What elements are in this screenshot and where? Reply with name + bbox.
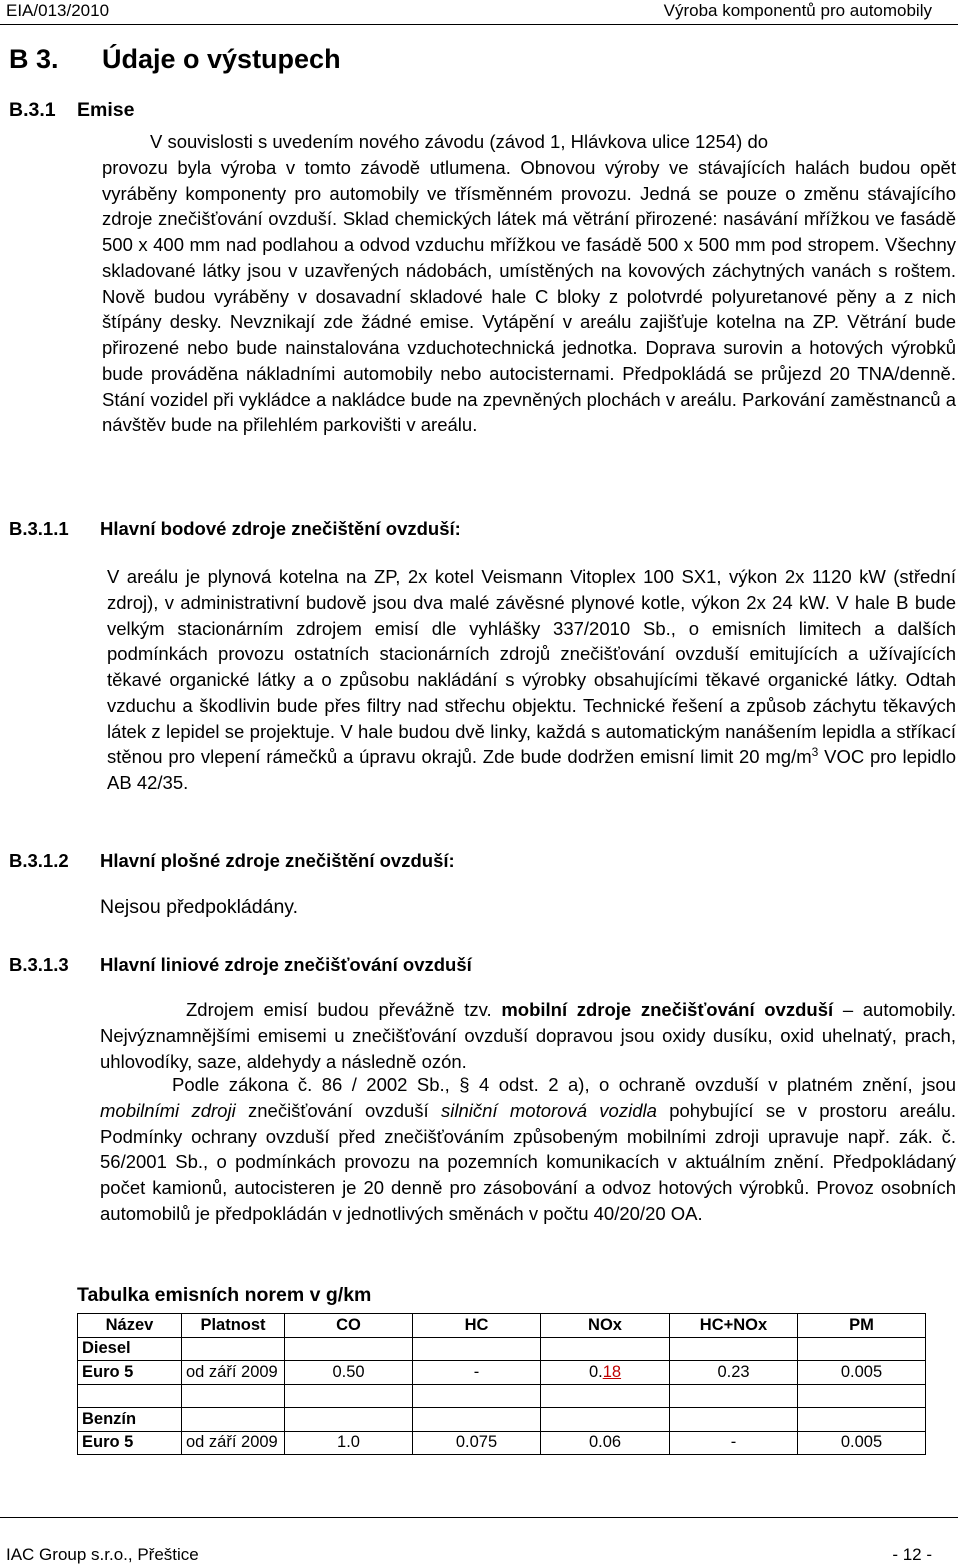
- table-cell: od září 2009: [182, 1431, 285, 1455]
- line-sources-p1-end: – automobily. Nejvýznamnějšími emisemi u znečišťování ovzduší dopravou jsou oxidy dusíku, oxid uhelnatý, prach, uhlovodíky, saze, aldehydy a následně ozón.: [100, 999, 956, 1072]
- table-group-row-benzin: [78, 1408, 926, 1432]
- header-cell: Název: [78, 1314, 182, 1338]
- nox-value-highlight: 18: [602, 1362, 622, 1381]
- header-divider: [0, 24, 958, 25]
- row-label: Euro 5: [78, 1361, 182, 1385]
- header-cell: CO: [285, 1314, 413, 1338]
- table-cell: 0.23: [670, 1361, 798, 1385]
- table-group-row-diesel: [78, 1337, 926, 1361]
- header-cell: Platnost: [182, 1314, 285, 1338]
- intro-body: provozu byla výroba v tomto závodě utlumena. Obnovou výroby ve stávajících halách budou opět vyráběny komponenty pro automobily ve třísměnném provozu. Jedná se pouze o změnu stávajícího zdroje znečišťování ovzduší. Sklad chemických látek má větrání přirozené: nasávání mřížkou ve fasádě 500 x 400 mm nad podlahou a odvod vzduchu mřížkou ve fasádě 500 x 500 mm pod stropem. Všechny skladované látky jsou v uzavřených nádobách, umístěných na kovových záchytných vanách s roštem. Nově budou vyráběny v dosavadní skladové hale C bloky z polotvrdé polyuretanové pěny a z nich štípány desky. Nevznikají zde žádné emise. Vytápění v areálu zajišťuje kotelna na ZP. Větrání bude přirozené nebo bude nainstalována vzduchotechnická jednotka. Doprava surovin a hotových výrobků bude prováděna nákladními automobily nebo autocisternami. Předpokládá se průjezd 20 TNA/denně. Stání vozidel při vykládce a nakládce bude na zpevněných plochách v areálu. Parkování zaměstnanců a návštěv bude na přilehlém parkovišti v areálu.: [102, 156, 956, 436]
- intro-paragraph: [102, 129, 956, 438]
- row-label: Euro 5: [78, 1431, 182, 1455]
- point-sources-text-end: VOC pro lepidlo AB 42/35.: [107, 746, 956, 793]
- line-sources-number: B.3.1.3: [9, 954, 69, 975]
- law-reference-text: Podle zákona č. 86 / 2002 Sb., § 4 odst. 2 a), o ochraně ovzduší v platném znění, jsou: [172, 1074, 956, 1095]
- section-title: Údaje o výstupech: [102, 44, 341, 74]
- area-sources-text: Nejsou předpokládány.: [100, 896, 299, 918]
- table-cell: 0.06: [541, 1431, 670, 1455]
- table-cell: 0.075: [413, 1431, 541, 1455]
- emission-norms-table: [77, 1313, 926, 1455]
- area-sources-title: Hlavní plošné zdroje znečištění ovzduší:: [100, 850, 455, 871]
- road-vehicles-italic: silniční motorová vozidla: [441, 1099, 657, 1121]
- table-spacer-row: [78, 1384, 926, 1408]
- line-sources-paragraph-2: [100, 1072, 956, 1227]
- line-sources-p1-text: Zdrojem emisí budou převážně tzv.: [186, 999, 502, 1020]
- area-sources-number: B.3.1.2: [9, 850, 69, 871]
- table-cell: od září 2009: [182, 1361, 285, 1385]
- group-label-benzin: Benzín: [78, 1408, 182, 1432]
- section-number: B 3.: [9, 44, 59, 74]
- header-cell: HC+NOx: [670, 1314, 798, 1338]
- subsection-title: Emise: [77, 99, 135, 121]
- point-sources-text: V areálu je plynová kotelna na ZP, 2x kotel Veismann Vitoplex 100 SX1, výkon 2x 1120 kW (střední zdroj), v administrativní budově jsou dva malé závěsné plynové kotle, výkon 2x 24 kW. V hale B bude velkým stacionárním zdrojem emisí dle vyhlášky 337/2010 Sb., o emisních limitech a dalších podmínkách provozu ostatních stacionárních zdrojů znečišťování ovzduší emitujících a užívajících těkavé organické látky a o způsobu nakládání s výrobky obsahujícími těkavé organické látky. Odtah vzduchu a škodlivin bude přes filtry nad střechu objektu. Technické řešení a způsob záchytu těkavých látek z lepidel se projektuje. V hale budou dvě linky, každá s automatickým nanášením lepidla a stříkací stěnou pro vlepení rámečků a úpravu okrajů. Zde bude dodržen emisní limit 20 mg/m: [107, 566, 956, 768]
- table-row: [78, 1361, 926, 1385]
- table-cell: 0.50: [285, 1361, 413, 1385]
- table-cell: [541, 1361, 670, 1385]
- table-cell: 1.0: [285, 1431, 413, 1455]
- table-cell: -: [670, 1431, 798, 1455]
- line-sources-paragraph-1: [100, 997, 956, 1074]
- table-cell: 0.005: [798, 1361, 926, 1385]
- point-sources-paragraph: [107, 564, 956, 796]
- header-document-title: Výroba komponentů pro automobily: [663, 1, 932, 20]
- footer-company: IAC Group s.r.o., Přeštice: [6, 1545, 199, 1564]
- intro-first-line: V souvislosti s uvedením nového závodu (závod 1, Hlávkova ulice 1254) do: [150, 131, 769, 152]
- table-title: Tabulka emisních norem v g/km: [77, 1284, 372, 1306]
- line-sources-title: Hlavní liniové zdroje znečišťování ovzduší: [100, 954, 472, 975]
- mobile-sources-term: mobilní zdroje znečišťování ovzduší: [501, 999, 834, 1020]
- header-cell: HC: [413, 1314, 541, 1338]
- point-sources-number: B.3.1.1: [9, 518, 69, 539]
- page-number: - 12 -: [892, 1545, 932, 1564]
- law-text-mid: znečišťování ovzduší: [235, 1099, 442, 1121]
- group-label-diesel: Diesel: [78, 1337, 182, 1361]
- law-text-end: pohybující se v prostoru areálu. Podmínky ochrany ovzduší před znečišťováním způsobeným mobilními zdroji upravuje např. zák. č. 56/2001 Sb., o podmínkách provozu na pozemních komunikacích v aktuálním znění. Předpokládaný počet kamionů, autocisteren je 20 denně pro zásobování a odvoz hotových výrobků. Provoz osobních automobilů je předpokládán v jednotlivých směnách v počtu 40/20/20 OA.: [100, 1099, 956, 1224]
- table-cell: -: [413, 1361, 541, 1385]
- footer-divider: [0, 1517, 958, 1518]
- superscript-3: 3: [811, 745, 819, 760]
- mobile-sources-italic: mobilními zdroji: [100, 1099, 236, 1121]
- header-cell: NOx: [541, 1314, 670, 1338]
- point-sources-title: Hlavní bodové zdroje znečištění ovzduší:: [100, 518, 461, 539]
- nox-value-part: 0.: [588, 1362, 603, 1381]
- header-cell: PM: [798, 1314, 926, 1338]
- subsection-number: B.3.1: [9, 99, 56, 121]
- header-document-id: EIA/013/2010: [6, 1, 110, 20]
- table-header-row: [78, 1314, 926, 1338]
- table-cell: 0.005: [798, 1431, 926, 1455]
- table-row: [78, 1431, 926, 1455]
